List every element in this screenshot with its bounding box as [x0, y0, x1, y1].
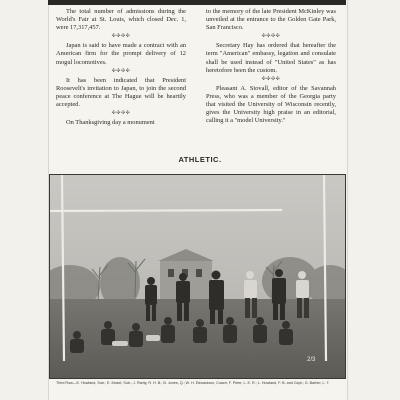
separator: ✣✣✣✣ — [261, 76, 281, 82]
paragraph-secretary-hay: Secretary Hay has ordered that hereafter the term "American" embassy, legation and consulate shall be used instead of "United States" as has heretofore been the custom. — [206, 42, 336, 74]
photo-illustration — [50, 175, 345, 378]
section-heading: ATHLETIC. — [178, 155, 222, 164]
separator: ✣✣✣✣ — [111, 68, 131, 74]
separator: ✣✣✣✣ — [111, 111, 131, 117]
paragraph-japan-locomotives: Japan is said to have made a contract with an American firm for the prompt delivery of 12 mogul locomotives. — [56, 42, 186, 66]
photo-caption: Third Row—E. Howland, Sub.; E. Mosel, Sub.; J. Rarity, R. H. B.; B. Jones, Q.; W. H. Edwardson, Coach; F. Peter, L. E. R.; L. Howland, F. B. and Capt.; G. Barber, L. T. — [56, 381, 330, 385]
left-column — [56, 8, 186, 127]
photo-number: 2/3 — [307, 357, 316, 363]
separator: ✣✣✣✣ — [261, 34, 281, 40]
paragraph-thanksgiving: On Thanksgiving day a monument — [66, 119, 155, 127]
paragraph-admissions: The total number of admissions during the World's Fair at St. Louis, which closed Dec. 1, were 17,317,457. — [56, 8, 186, 32]
right-column — [206, 8, 336, 125]
paragraph-stovall: Pleasant A. Stovall, editor of the Savannah Press, who was a member of the Georgia party that visited the University of Wisconsin recently, gives the University high praise in an editorial, calling it a "model University." — [206, 84, 336, 125]
paragraph-mckinley-monument: to the memory of the late President McKinley was unveiled at the entrance to the Golden Gate Park, San Francisco. — [206, 8, 336, 32]
team-photograph — [49, 174, 346, 379]
top-rule — [48, 0, 346, 5]
paragraph-peace-conference: It has been indicated that President Roosevelt's invitation to Japan, to join the second peace conference at The Hague will be heartily accepted. — [56, 76, 186, 109]
separator: ✣✣✣✣ — [111, 34, 131, 40]
